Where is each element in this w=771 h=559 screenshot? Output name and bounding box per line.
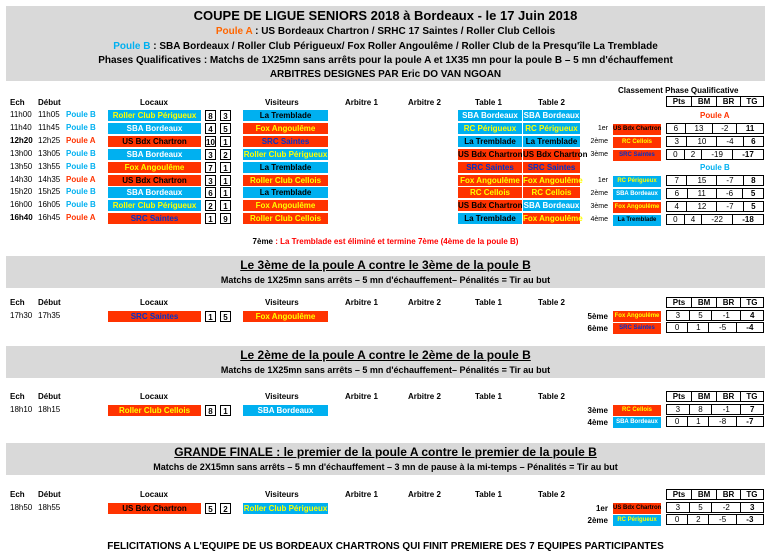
match-debut: 15h25 — [38, 187, 61, 197]
match-home-score: 3 — [205, 149, 216, 160]
match-table2: SBA Bordeaux — [523, 201, 580, 211]
sec-tg: 4 — [741, 311, 764, 321]
sec-team: RC Périgueux — [613, 515, 661, 526]
sec-hdr-bm: BM — [692, 392, 717, 402]
standing-br: -6 — [716, 189, 743, 199]
match-poule: Poule B — [66, 110, 96, 119]
standing-cells — [667, 215, 764, 225]
sec-br: -5 — [709, 515, 736, 525]
sec-pts: 3 — [667, 405, 690, 415]
sec-bm: 5 — [689, 503, 712, 513]
match-ech: 11h00 — [10, 110, 32, 119]
sec-col-header: Ech — [10, 298, 25, 307]
sec-home-score: 1 — [205, 311, 216, 322]
match-home-score: 4 — [205, 123, 216, 134]
sec-ech: 18h50 — [10, 503, 33, 512]
footer-text: FELICITATIONS A L'EQUIPE DE US BORDEAUX CHARTRONS QUI FINIT PREMIERE DES 7 EQUIPES PARTICIPANTES — [107, 541, 664, 552]
standing-team: Fox Angoulême — [613, 202, 661, 213]
sec-home-team: US Bdx Chartron — [108, 503, 201, 514]
sec-standing-cells — [667, 323, 764, 333]
standing-tg: -18 — [733, 215, 764, 225]
standing-br: -22 — [702, 215, 733, 225]
match-home-team: SRC Saintes — [108, 213, 201, 224]
col-arbitre2: Arbitre 2 — [408, 98, 441, 107]
match-debut: 14h35 — [38, 174, 61, 184]
standing-cells — [667, 137, 764, 147]
hdr-tg: TG — [740, 97, 763, 107]
sec-br: -1 — [712, 405, 741, 415]
poule-a-teams: : US Bordeaux Chartron / SRHC 17 Saintes / Roller Club Cellois — [252, 26, 556, 37]
standing-team: US Bdx Chartron — [613, 124, 661, 135]
classement-header-row — [667, 97, 764, 107]
sec-away-team: Roller Club Périgueux — [243, 504, 328, 513]
sec-standing-row — [666, 514, 764, 525]
sec-hdr-br: BR — [717, 392, 741, 402]
col-visiteurs: Visiteurs — [265, 98, 299, 107]
match-debut: 13h55 — [38, 161, 61, 171]
match-home-score: 2 — [205, 200, 216, 211]
standing-rank: 2ème — [590, 138, 608, 145]
sec-col-header: Locaux — [140, 392, 169, 401]
sec-pts: 0 — [667, 417, 688, 427]
sec-tg: 7 — [741, 405, 764, 415]
match-debut: 16h45 — [38, 213, 61, 223]
standing-cells — [667, 150, 764, 160]
match-home-score: 8 — [205, 110, 216, 121]
poule-b-line — [6, 41, 765, 52]
sec-team: US Bdx Chartron — [613, 503, 661, 514]
sec-standing-cells — [667, 311, 764, 321]
sec-col-header: Table 1 — [475, 392, 502, 401]
sec-away-score: 1 — [220, 405, 231, 416]
match-table1: Fox Angoulême — [458, 175, 522, 186]
match-table2: La Tremblade — [523, 136, 580, 147]
sec-hdr-tg: TG — [740, 298, 763, 308]
match-ech: 16h00 — [10, 200, 33, 210]
sec-rank: 4ème — [587, 418, 608, 427]
match-poule: Poule B — [66, 187, 96, 197]
match-table1: La Tremblade — [458, 136, 522, 147]
col-table1: Table 1 — [475, 98, 502, 107]
sec-hdr-br: BR — [717, 298, 741, 308]
sec-hdr-bm: BM — [692, 490, 717, 500]
sec-away-score: 5 — [220, 311, 231, 322]
match-table2: RC Cellois — [523, 187, 580, 198]
sec-hdr-tg: TG — [740, 490, 763, 500]
sec-col-header: Table 2 — [538, 392, 565, 401]
sec-standing-row — [666, 404, 764, 415]
standing-team: La Tremblade — [613, 215, 661, 226]
sec-standing-header — [666, 297, 764, 308]
standing-rank: 3ème — [590, 203, 608, 210]
match-poule: Poule B — [66, 148, 96, 158]
sec-home-score: 5 — [205, 503, 216, 514]
sec-col-header: Visiteurs — [265, 490, 299, 499]
standing-bm: 11 — [687, 189, 716, 199]
sec-br: -2 — [712, 503, 741, 513]
sec-col-header: Arbitre 2 — [408, 298, 441, 307]
standing-rank: 4ème — [590, 216, 608, 223]
sec-bm: 1 — [688, 323, 709, 333]
match-home-team: Roller Club Périgueux — [108, 110, 201, 121]
match-away-score: 1 — [220, 162, 231, 173]
match-home-team: Fox Angoulême — [108, 162, 201, 173]
match-away-team: SRC Saintes — [243, 136, 328, 147]
match-table1: US Bdx Chartron — [458, 201, 523, 211]
standing-br: -19 — [702, 150, 733, 160]
match-ech: 13h50 — [10, 161, 33, 171]
match-ech: 12h20 — [10, 135, 33, 145]
standing-team: SBA Bordeaux — [613, 189, 661, 200]
sec-col-header: Locaux — [140, 490, 169, 499]
sec-rank: 6ème — [587, 324, 608, 333]
standing-cells — [667, 189, 764, 199]
standing-cells — [667, 124, 764, 134]
poule-b-header: Poule B — [700, 163, 730, 172]
sec-col-header: Ech — [10, 392, 25, 401]
match-away-score: 2 — [220, 149, 231, 160]
sec-hdr-tg: TG — [740, 392, 763, 402]
standing-pts: 6 — [667, 124, 686, 134]
sec-tg: -3 — [736, 515, 763, 525]
standing-bm: 12 — [687, 202, 717, 212]
match-poule: Poule A — [66, 174, 96, 184]
standing-rank: 1er — [597, 125, 608, 132]
sec-col-header: Table 1 — [475, 298, 502, 307]
standing-cells — [667, 202, 764, 212]
sec-pts: 3 — [667, 503, 690, 513]
standing-bm: 10 — [687, 137, 717, 147]
standing-pts: 6 — [667, 189, 688, 199]
sec-bm: 5 — [689, 311, 712, 321]
hdr-bm: BM — [692, 97, 717, 107]
match-table2: SBA Bordeaux — [523, 111, 580, 120]
standing-row — [666, 136, 764, 147]
match-table2: US Bdx Chartron — [523, 149, 588, 159]
match-away-team: La Tremblade — [243, 110, 328, 121]
sec-standing-row — [666, 416, 764, 427]
standing-row — [666, 188, 764, 199]
sec-away-team: Fox Angoulême — [243, 311, 328, 322]
standing-tg: 5 — [743, 189, 764, 199]
sec2-title: Le 2ème de la poule A contre le 2ème de la poule B — [240, 348, 531, 362]
sec-standing-row — [666, 502, 764, 513]
standing-cells — [667, 176, 764, 186]
match-poule: Poule B — [66, 122, 96, 132]
sec-ech: 18h10 — [10, 405, 33, 414]
match-ech: 15h20 — [10, 187, 33, 197]
match-away-team: Roller Club Cellois — [243, 213, 328, 224]
sec-debut: 18h15 — [38, 405, 61, 414]
standing-tg: -17 — [733, 150, 764, 160]
match-poule: Poule B — [66, 200, 96, 210]
match-ech: 13h00 — [10, 148, 33, 158]
standing-br: -4 — [717, 137, 743, 147]
match-table1: RC Cellois — [458, 187, 522, 198]
standing-pts: 4 — [667, 202, 687, 212]
match-ech: 11h40 — [10, 122, 32, 132]
standing-row — [666, 214, 764, 225]
standing-br: -7 — [717, 176, 743, 186]
sec-tg: -7 — [736, 417, 763, 427]
standing-pts: 0 — [667, 150, 685, 160]
sec-br: -1 — [712, 311, 741, 321]
match-away-team: Fox Angoulême — [243, 123, 328, 134]
sec-standing-row — [666, 310, 764, 321]
hdr-br: BR — [717, 97, 741, 107]
sec-rank: 3ème — [587, 406, 608, 415]
sec-home-team: Roller Club Cellois — [108, 405, 201, 416]
match-table2: RC Périgueux — [523, 123, 580, 134]
match-table2: Fox Angoulême — [523, 214, 583, 224]
seventh-rank: 7ème — [252, 237, 274, 246]
sec-team: SBA Bordeaux — [613, 417, 661, 428]
match-debut: 11h45 — [38, 122, 60, 132]
standing-pts: 3 — [667, 137, 687, 147]
match-home-score: 7 — [205, 162, 216, 173]
standing-row — [666, 123, 764, 134]
standing-br: -2 — [713, 124, 737, 134]
match-home-team: Roller Club Périgueux — [108, 200, 201, 211]
standing-tg: 6 — [743, 137, 763, 147]
standing-bm: 4 — [684, 215, 702, 225]
sec-col-header: Visiteurs — [265, 392, 299, 401]
sec-col-header: Ech — [10, 490, 25, 499]
match-away-team: Roller Club Périgueux — [243, 149, 328, 159]
sec-col-header: Table 1 — [475, 490, 502, 499]
sec-team: Fox Angoulême — [613, 311, 661, 322]
match-table1: SRC Saintes — [458, 162, 522, 173]
standing-pts: 0 — [667, 215, 685, 225]
match-home-score: 6 — [205, 187, 216, 198]
sec-header-row — [667, 298, 764, 308]
match-home-team: US Bdx Chartron — [108, 175, 201, 186]
standing-row — [666, 175, 764, 186]
sec-team: SRC Saintes — [613, 323, 661, 334]
page-title: COUPE DE LIGUE SENIORS 2018 à Bordeaux - le 17 Juin 2018 — [193, 8, 578, 23]
sec-rank: 5ème — [587, 312, 608, 321]
sec-col-header: Arbitre 2 — [408, 490, 441, 499]
match-table1: RC Périgueux — [458, 123, 522, 134]
match-table1: SBA Bordeaux — [458, 110, 522, 121]
arbitres-text: ARBITRES DESIGNES PAR Eric DO VAN NGOAN — [269, 69, 502, 80]
sec-team: RC Cellois — [613, 405, 661, 416]
poule-b-label: Poule B — [113, 41, 151, 52]
col-locaux: Locaux — [140, 98, 169, 107]
sec-col-header: Début — [38, 490, 61, 499]
sec-tg: 3 — [741, 503, 764, 513]
match-away-score: 1 — [220, 136, 231, 147]
standing-pts: 7 — [667, 176, 687, 186]
sec-ech: 17h30 — [10, 311, 33, 320]
match-away-score: 1 — [220, 175, 231, 186]
sec-standing-cells — [667, 417, 764, 427]
sec-bm: 2 — [688, 515, 709, 525]
sec2-sub: Matchs de 1X25mn sans arrêts – 5 mn d'échauffement– Pénalités = Tir au but — [220, 365, 551, 375]
classement-table — [666, 96, 764, 107]
match-home-team: US Bdx Chartron — [108, 136, 201, 147]
sec-col-header: Arbitre 1 — [345, 392, 378, 401]
sec-bm: 1 — [688, 417, 709, 427]
sec-rank: 1er — [595, 504, 608, 513]
match-away-score: 1 — [220, 200, 231, 211]
sec-col-header: Arbitre 2 — [408, 392, 441, 401]
sec-debut: 18h55 — [38, 503, 61, 512]
sec-header-row — [667, 490, 764, 500]
poule-b-teams: : SBA Bordeaux / Roller Club Périgueux/ Fox Roller Angoulême / Roller Club de la Presqu'île La Tremblade — [150, 41, 658, 52]
match-away-score: 9 — [220, 213, 231, 224]
match-away-score: 3 — [220, 110, 231, 121]
standing-bm: 13 — [685, 124, 713, 134]
standing-row — [666, 149, 764, 160]
sec-standing-cells — [667, 503, 764, 513]
sec-tg: -4 — [736, 323, 763, 333]
sec-col-header: Table 2 — [538, 490, 565, 499]
sec-away-team: SBA Bordeaux — [243, 405, 328, 416]
sec-debut: 17h35 — [38, 311, 61, 320]
match-debut: 12h25 — [38, 135, 61, 145]
sec-br: -5 — [709, 323, 736, 333]
sec-col-header: Visiteurs — [265, 298, 299, 307]
seventh-line — [6, 237, 765, 246]
match-debut: 16h05 — [38, 200, 61, 210]
sec-pts: 3 — [667, 311, 690, 321]
sec-rank: 2ème — [587, 516, 608, 525]
sec-bm: 8 — [689, 405, 712, 415]
match-away-team: Fox Angoulême — [243, 200, 328, 211]
match-table2: Fox Angoulême — [523, 175, 583, 185]
standing-rank: 2ème — [590, 190, 608, 197]
sec-home-team: SRC Saintes — [108, 311, 201, 322]
sec-col-header: Locaux — [140, 298, 169, 307]
match-away-team: Roller Club Cellois — [243, 175, 328, 186]
standing-tg: 11 — [737, 124, 764, 134]
match-away-team: La Tremblade — [243, 187, 328, 198]
match-debut: 11h05 — [38, 110, 60, 119]
col-ech: Ech — [10, 98, 25, 107]
classement-title: Classement Phase Qualificative — [618, 86, 739, 95]
col-arbitre1: Arbitre 1 — [345, 98, 378, 107]
final-title: GRANDE FINALE : le premier de la poule A contre le premier de la poule B — [174, 445, 597, 459]
sec-hdr-br: BR — [717, 490, 741, 500]
sec-col-header: Début — [38, 392, 61, 401]
sec-standing-header — [666, 489, 764, 500]
sec3-sub: Matchs de 1X25mn sans arrêts – 5 mn d'échauffement– Pénalités = Tir au but — [220, 275, 551, 285]
final-sub: Matchs de 2X15mn sans arrêts – 5 mn d'échauffement – 3 mn de pause à la mi-temps – Pénalités = Tir au but — [153, 462, 618, 472]
poule-a-label: Poule A — [215, 26, 253, 37]
sec-hdr-bm: BM — [692, 298, 717, 308]
seventh-text: : La Tremblade est éliminé et termine 7ème (4ème de la poule B) — [273, 237, 519, 246]
standing-tg: 8 — [743, 176, 763, 186]
sec3-title: Le 3ème de la poule A contre le 3ème de la poule B — [240, 258, 531, 272]
sec-col-header: Début — [38, 298, 61, 307]
match-home-score: 1 — [205, 213, 216, 224]
match-home-team: SBA Bordeaux — [108, 149, 201, 160]
standing-row — [666, 201, 764, 212]
sec-col-header: Table 2 — [538, 298, 565, 307]
standing-team: RC Périgueux — [613, 176, 661, 187]
match-table1: US Bdx Chartron — [458, 149, 523, 159]
sec-col-header: Arbitre 1 — [345, 298, 378, 307]
sec-hdr-pts: Pts — [667, 298, 692, 308]
sec-pts: 0 — [667, 323, 688, 333]
col-table2: Table 2 — [538, 98, 565, 107]
hdr-pts: Pts — [667, 97, 692, 107]
poule-a-header: Poule A — [700, 111, 730, 120]
match-home-team: SBA Bordeaux — [108, 123, 201, 134]
match-debut: 13h05 — [38, 148, 61, 158]
match-away-team: La Tremblade — [243, 162, 328, 173]
sec-br: -8 — [709, 417, 736, 427]
sec-standing-row — [666, 322, 764, 333]
match-table2: SRC Saintes — [523, 162, 580, 173]
standing-rank: 3ème — [590, 151, 608, 158]
match-ech: 14h30 — [10, 174, 33, 184]
match-table1: La Tremblade — [458, 213, 522, 224]
sec-home-score: 8 — [205, 405, 216, 416]
phases-text: Phases Qualificatives : Matchs de 1X25mn sans arrêts pour la poule A et 1X35 mn pour la poule B – 5 mn d'échauffement — [98, 55, 673, 66]
standing-bm: 15 — [687, 176, 717, 186]
sec-away-score: 2 — [220, 503, 231, 514]
match-home-score: 10 — [206, 137, 215, 147]
match-poule: Poule A — [66, 135, 96, 145]
match-poule: Poule A — [66, 213, 96, 223]
match-poule: Poule B — [66, 161, 96, 171]
sec-standing-header — [666, 391, 764, 402]
sec-hdr-pts: Pts — [667, 490, 692, 500]
standing-br: -7 — [717, 202, 743, 212]
match-away-score: 5 — [220, 123, 231, 134]
sec-pts: 0 — [667, 515, 688, 525]
sec-standing-cells — [667, 515, 764, 525]
col-debut: Début — [38, 98, 61, 107]
sec-hdr-pts: Pts — [667, 392, 692, 402]
sec-col-header: Arbitre 1 — [345, 490, 378, 499]
match-home-score: 3 — [205, 175, 216, 186]
standing-tg: 5 — [743, 202, 763, 212]
standing-team: RC Cellois — [613, 137, 661, 148]
sec-standing-cells — [667, 405, 764, 415]
standing-team: SRC Saintes — [613, 150, 661, 161]
match-home-team: SBA Bordeaux — [108, 187, 201, 198]
match-away-score: 1 — [220, 187, 231, 198]
standing-bm: 2 — [684, 150, 702, 160]
poule-a-line — [6, 26, 765, 37]
standing-rank: 1er — [597, 177, 608, 184]
sec-header-row — [667, 392, 764, 402]
match-ech: 16h40 — [10, 213, 33, 223]
